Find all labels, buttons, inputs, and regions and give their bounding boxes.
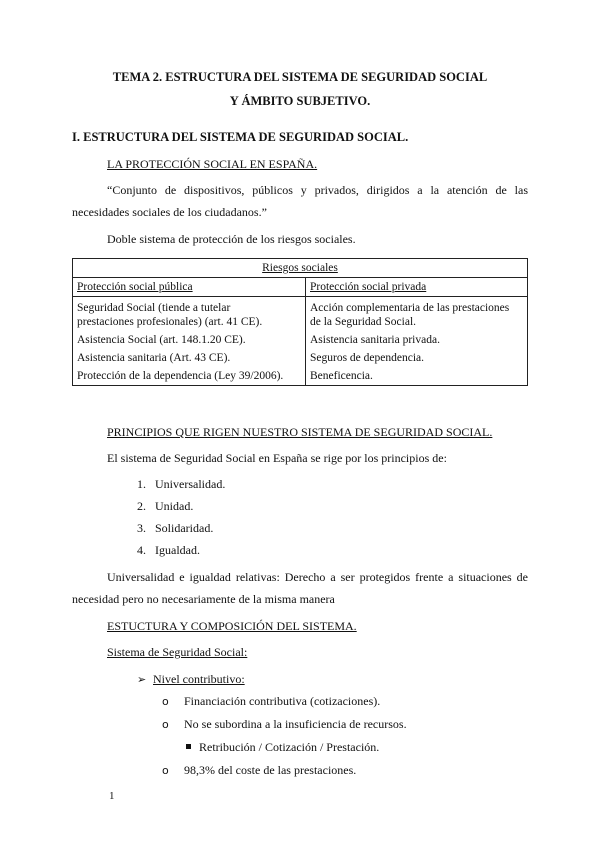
public-item: Seguridad Social (tiende a tutelar: [77, 302, 231, 314]
quote-line-1: “Conjunto de dispositivos, públicos y privados, dirigidos a la atención de las: [107, 183, 528, 197]
sistema-subheading: Sistema de Seguridad Social:: [107, 645, 248, 659]
nivel-contributivo-item: [137, 672, 245, 687]
principios-heading: PRINCIPIOS QUE RIGEN NUESTRO SISTEMA DE SEGURIDAD SOCIAL.: [107, 425, 493, 439]
list-text: Universalidad.: [155, 477, 226, 491]
document-title-line-2: Y ÁMBITO SUBJETIVO.: [229, 94, 371, 108]
sub-list-item: [162, 763, 356, 778]
sub-list-text: Financiación contributiva (cotizaciones).: [184, 694, 381, 708]
private-item: Acción complementaria de las prestaciones: [310, 302, 510, 314]
universalidad-note-line-1: Universalidad e igualdad relativas: Derecho a ser protegidos frente a situaciones de: [107, 570, 528, 584]
sub-list-item: [162, 694, 380, 709]
table-header: Riesgos sociales: [262, 262, 338, 274]
table-header-cell: [73, 259, 528, 278]
sub-list-item: [162, 717, 407, 732]
arrow-bullet-icon: ➢: [137, 673, 147, 686]
square-sub-item: [186, 740, 379, 755]
square-sub-item-text: Retribución / Cotización / Prestación.: [199, 740, 380, 754]
page-number: 1: [109, 790, 115, 802]
col-public-header: Protección social pública: [77, 281, 193, 293]
list-item: [137, 521, 213, 536]
list-text: Solidaridad.: [155, 521, 214, 535]
list-item: [137, 477, 225, 492]
proteccion-heading: LA PROTECCIÓN SOCIAL EN ESPAÑA.: [107, 157, 318, 171]
riesgos-sociales-table: [72, 258, 528, 386]
circle-bullet-icon: o: [162, 695, 169, 708]
list-number: 2.: [137, 499, 146, 513]
public-item: prestaciones profesionales) (art. 41 CE).: [77, 316, 263, 328]
nivel-contributivo-label: Nivel contributivo:: [153, 672, 245, 686]
list-number: 1.: [137, 477, 146, 491]
public-item: Protección de la dependencia (Ley 39/2006).: [77, 370, 284, 382]
private-item: Seguros de dependencia.: [310, 352, 425, 364]
list-number: 3.: [137, 521, 146, 535]
estructura-heading: ESTUCTURA Y COMPOSICIÓN DEL SISTEMA.: [107, 619, 357, 633]
private-item: Asistencia sanitaria privada.: [310, 334, 440, 346]
list-item: [137, 543, 200, 558]
sub-list-text: No se subordina a la insuficiencia de recursos.: [184, 717, 407, 731]
private-item: Beneficencia.: [310, 370, 373, 382]
col-private-header: Protección social privada: [310, 281, 427, 293]
sub-list-text: 98,3% del coste de las prestaciones.: [184, 763, 357, 777]
list-number: 4.: [137, 543, 146, 557]
document-title-line-1: TEMA 2. ESTRUCTURA DEL SISTEMA DE SEGURIDAD SOCIAL: [112, 70, 488, 84]
section-heading: I. ESTRUCTURA DEL SISTEMA DE SEGURIDAD SOCIAL.: [72, 130, 409, 144]
principios-intro: El sistema de Seguridad Social en España se rige por los principios de:: [107, 451, 447, 465]
private-item: de la Seguridad Social.: [310, 316, 417, 328]
col-private-header-cell: [306, 278, 528, 297]
list-item: [137, 499, 193, 514]
public-item: Asistencia sanitaria (Art. 43 CE).: [77, 352, 231, 364]
universalidad-note-line-2: necesidad pero no necesariamente de la misma manera: [72, 592, 335, 606]
square-bullet-icon: [186, 744, 191, 749]
private-items-cell: [306, 297, 528, 386]
col-public-header-cell: [73, 278, 306, 297]
list-text: Igualdad.: [155, 543, 200, 557]
quote-line-2: necesidades sociales de los ciudadanos.”: [72, 205, 267, 219]
public-item: Asistencia Social (art. 148.1.20 CE).: [77, 334, 246, 346]
list-text: Unidad.: [155, 499, 194, 513]
circle-bullet-icon: o: [162, 718, 169, 731]
circle-bullet-icon: o: [162, 764, 169, 777]
public-items-cell: [73, 297, 306, 386]
doble-sistema-text: Doble sistema de protección de los riesgos sociales.: [107, 232, 356, 246]
